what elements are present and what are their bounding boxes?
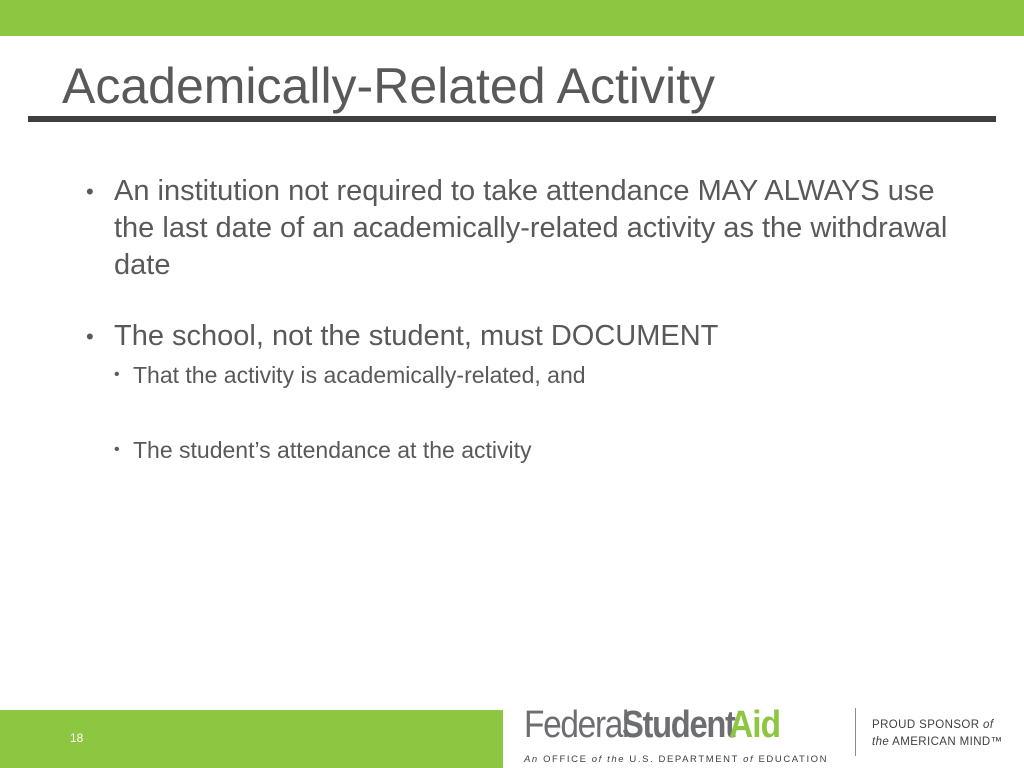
tagline-office: OFFICE [538, 754, 592, 765]
page-number: 18 [70, 731, 84, 745]
logo-word-aid: Aid [729, 704, 781, 746]
logo-word-student: Student [622, 704, 735, 746]
sponsor-of: of [983, 719, 994, 731]
sponsor-the: the [872, 736, 890, 748]
logo-wordmark [524, 706, 844, 752]
tagline-education: EDUCATION [754, 754, 829, 765]
top-accent-bar [0, 0, 1024, 36]
title-underline [28, 116, 996, 122]
bullet-item-1-text: An institution not required to take attendance MAY ALWAYS use the last date of an academically-related activity as the withdrawal date [114, 175, 948, 281]
slide-title: Academically-Related Activity [62, 58, 716, 114]
bullet-list [84, 173, 964, 465]
tagline-of: of [743, 754, 755, 765]
sub-bullet-item-1: • That the activity is academically-related, and [114, 360, 964, 390]
footer-divider [855, 708, 856, 756]
sponsor-text [872, 717, 1003, 751]
federal-student-aid-logo [524, 704, 844, 765]
sub-bullet-item-2: • The student’s attendance at the activity [114, 435, 964, 465]
sponsor-line-2 [872, 734, 1003, 751]
bullet-item-1 [84, 173, 964, 284]
sub-bullet-list [114, 360, 964, 465]
bullet-item-2 [84, 318, 964, 465]
tagline-department: U.S. DEPARTMENT [625, 754, 744, 765]
sponsor-proud: PROUD SPONSOR [872, 719, 984, 731]
sponsor-american-mind: AMERICAN MIND™ [889, 736, 1003, 748]
bullet-item-2-text: The school, not the student, must DOCUMENT [114, 320, 719, 352]
sponsor-line-1 [872, 717, 1003, 734]
tagline-of-the: of the [591, 754, 626, 765]
tagline-an: An [524, 754, 539, 765]
logo-word-federal: Federal [524, 704, 629, 746]
logo-tagline [524, 754, 844, 765]
